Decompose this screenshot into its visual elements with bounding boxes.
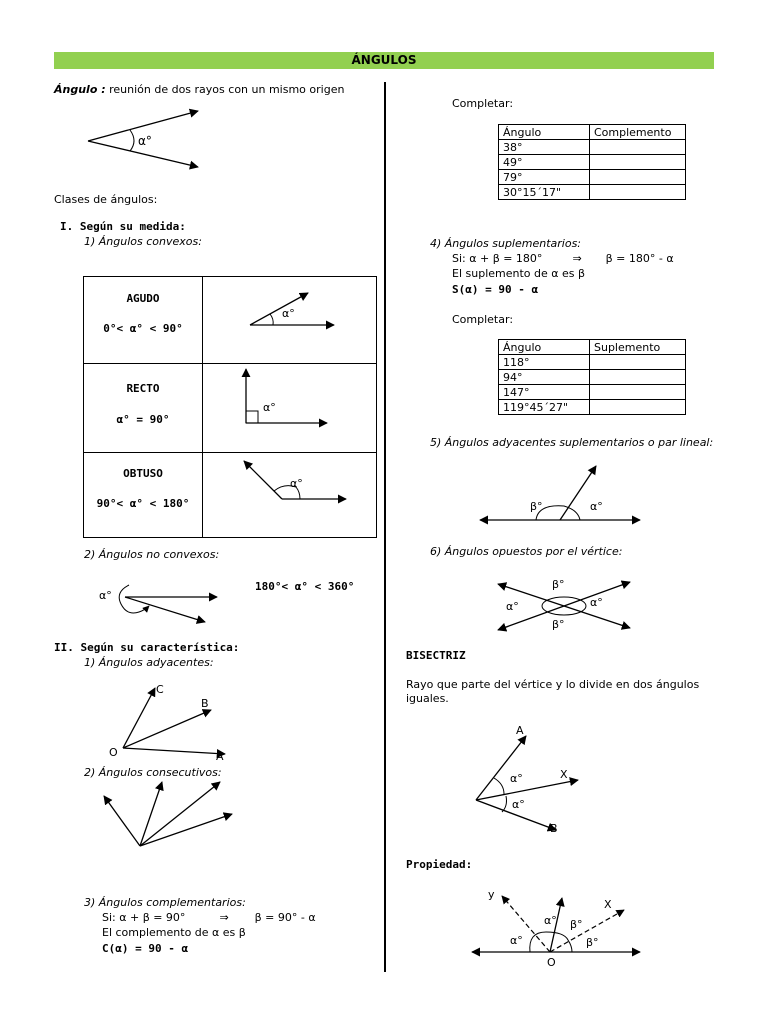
table-row xyxy=(499,355,686,370)
svg-text:α°: α° xyxy=(590,596,603,609)
table-cell: 119°45´27" xyxy=(499,400,590,415)
bisector-text-line1: Rayo que parte del vértice y lo divide en dos ángulos xyxy=(406,678,700,691)
complementary-title: 3) Ángulos complementarios: xyxy=(84,896,246,909)
table-header: Ángulo xyxy=(499,340,590,355)
complementary-formula: C(α) = 90 - α xyxy=(102,942,189,955)
consecutive-subheading: 2) Ángulos consecutivos: xyxy=(84,766,222,779)
table-row xyxy=(499,400,686,415)
opposite-angles-figure xyxy=(492,574,637,639)
bisector-text-line2: iguales. xyxy=(406,692,449,705)
right-angle-figure xyxy=(232,365,342,430)
table-header: Suplemento xyxy=(590,340,686,355)
table-header: Ángulo xyxy=(499,125,590,140)
svg-text:α°: α° xyxy=(510,772,523,785)
table-cell: 49° xyxy=(499,155,590,170)
supplementary-title: 4) Ángulos suplementarios: xyxy=(430,237,582,250)
page-title: ÁNGULOS xyxy=(54,52,714,69)
svg-text:X: X xyxy=(604,898,612,911)
svg-text:α°: α° xyxy=(290,477,303,490)
svg-text:α°: α° xyxy=(590,500,603,513)
table-cell: 118° xyxy=(499,355,590,370)
complementary-line2: El complemento de α es β xyxy=(102,926,246,939)
svg-text:O: O xyxy=(547,956,556,969)
svg-text:B: B xyxy=(201,697,209,710)
answer-cell[interactable] xyxy=(590,185,686,200)
table-row xyxy=(499,170,686,185)
svg-text:X: X xyxy=(560,768,568,781)
answer-cell[interactable] xyxy=(590,155,686,170)
supplementary-formula: S(α) = 90 - α xyxy=(452,283,539,296)
svg-text:α°: α° xyxy=(506,600,519,613)
table-vline xyxy=(202,277,203,537)
nonconvex-angle-figure xyxy=(95,570,225,630)
table-row xyxy=(499,140,686,155)
svg-text:α°: α° xyxy=(544,914,557,927)
table-header: Complemento xyxy=(590,125,686,140)
table-row xyxy=(499,155,686,170)
property-figure xyxy=(468,880,648,970)
svg-text:α°: α° xyxy=(510,934,523,947)
answer-cell[interactable] xyxy=(590,385,686,400)
angle-classification-table xyxy=(83,276,377,538)
svg-text:β°: β° xyxy=(570,918,583,931)
svg-text:α°: α° xyxy=(99,589,112,602)
table-row xyxy=(499,340,686,355)
bisector-figure xyxy=(470,722,590,837)
class-name: AGUDO xyxy=(126,292,160,305)
consecutive-angles-figure xyxy=(100,778,240,850)
svg-text:α°: α° xyxy=(263,401,276,414)
answer-cell[interactable] xyxy=(590,355,686,370)
svg-text:O: O xyxy=(109,746,118,759)
table-cell: 79° xyxy=(499,170,590,185)
class-name: OBTUSO xyxy=(123,467,163,480)
svg-text:y: y xyxy=(488,888,495,901)
svg-text:α°: α° xyxy=(282,307,295,320)
adjacent-angles-figure xyxy=(105,680,235,765)
supplementary-line1: Si: α + β = 180° ⇒ β = 180° - α xyxy=(452,252,674,265)
svg-text:C: C xyxy=(156,683,164,696)
table-cell: 30°15´17" xyxy=(499,185,590,200)
svg-text:B: B xyxy=(550,822,558,835)
svg-text:β°: β° xyxy=(530,500,543,513)
answer-cell[interactable] xyxy=(590,400,686,415)
svg-text:A: A xyxy=(516,724,524,737)
column-divider xyxy=(384,82,386,972)
linear-pair-figure xyxy=(476,460,646,530)
table-row xyxy=(499,385,686,400)
table-cell: 38° xyxy=(499,140,590,155)
class-condition: 0°< α° < 90° xyxy=(103,322,183,335)
section1-heading: I. Según su medida: xyxy=(60,220,186,233)
nonconvex-subheading: 2) Ángulos no convexos: xyxy=(84,548,220,561)
classes-title: Clases de ángulos: xyxy=(54,193,158,206)
class-name: RECTO xyxy=(126,382,160,395)
supplement-table xyxy=(498,339,686,415)
angle-arc xyxy=(130,130,134,151)
table-row xyxy=(499,185,686,200)
definition-text: reunión de dos rayos con un mismo origen xyxy=(105,83,345,96)
complementary-line1: Si: α + β = 90° ⇒ β = 90° - α xyxy=(102,911,316,924)
convex-subheading: 1) Ángulos convexos: xyxy=(84,235,202,248)
table-cell: 94° xyxy=(499,370,590,385)
svg-text:β°: β° xyxy=(552,618,565,631)
svg-text:α°: α° xyxy=(512,798,525,811)
angle-diagram xyxy=(80,105,210,175)
table-row xyxy=(499,125,686,140)
complete2-label: Completar: xyxy=(452,313,514,326)
obtuse-angle-figure xyxy=(234,457,354,512)
class-condition: α° = 90° xyxy=(116,413,170,426)
table-cell: 147° xyxy=(499,385,590,400)
section2-heading: II. Según su característica: xyxy=(54,641,240,654)
linear-pair-title: 5) Ángulos adyacentes suplementarios o par lineal: xyxy=(430,436,714,449)
definition-term: Ángulo : xyxy=(54,83,106,96)
answer-cell[interactable] xyxy=(590,370,686,385)
class-condition: 90°< α° < 180° xyxy=(96,497,190,510)
table-hline xyxy=(84,452,376,453)
supplementary-line2: El suplemento de α es β xyxy=(452,267,586,280)
svg-text:β°: β° xyxy=(586,936,599,949)
complete1-label: Completar: xyxy=(452,97,514,110)
alpha-label: α° xyxy=(138,134,152,148)
answer-cell[interactable] xyxy=(590,170,686,185)
nonconvex-condition: 180°< α° < 360° xyxy=(255,580,355,593)
table-row xyxy=(499,370,686,385)
svg-text:β°: β° xyxy=(552,578,565,591)
adjacent-subheading: 1) Ángulos adyacentes: xyxy=(84,656,214,669)
svg-text:A: A xyxy=(216,750,224,763)
property-heading: Propiedad: xyxy=(406,858,473,871)
acute-angle-figure xyxy=(244,287,344,337)
definition-line xyxy=(54,83,344,96)
table-hline xyxy=(84,363,376,364)
bisector-heading: BISECTRIZ xyxy=(406,649,466,662)
complement-table xyxy=(498,124,686,200)
opposite-title: 6) Ángulos opuestos por el vértice: xyxy=(430,545,623,558)
answer-cell[interactable] xyxy=(590,140,686,155)
